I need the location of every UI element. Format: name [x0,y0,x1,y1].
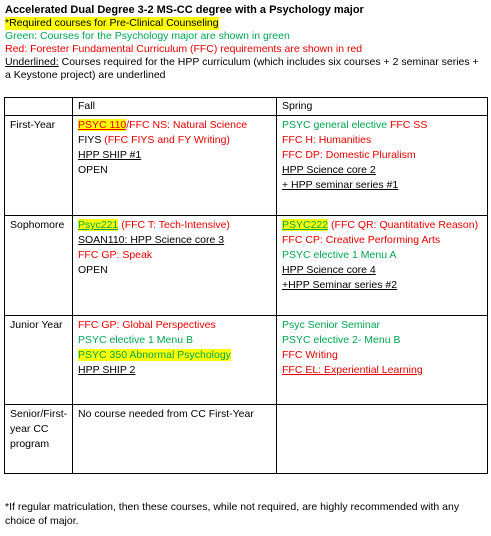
footnote: *If regular matriculation, then these courses, while not required, are highly recommended with any choice of major. [5,501,460,527]
year-label: First-Year [5,116,73,216]
spring-courses [277,316,488,405]
table-row [5,405,488,474]
course-text: PSYC 350 Abnormal Psychology [78,349,231,361]
course-text: Psyc Senior Seminar [282,319,381,331]
course-line [282,333,482,348]
green-legend: Green: Courses for the Psychology major are shown in green [5,30,290,42]
course-line [78,248,271,263]
course-line [282,348,482,363]
course-text: SOAN110: HPP Science core 3 [78,234,225,246]
course-text: (FFC QR: Quantitative Reason) [328,219,479,231]
fall-header: Fall [73,98,277,116]
underline-legend [5,56,485,82]
spring-courses [277,116,488,216]
course-line [282,118,482,133]
underline-legend-text: Courses required for the HPP curriculum (which includes six courses + 2 seminar series + a Keystone project) are underlined [5,56,479,81]
spring-courses [277,405,488,474]
course-line [282,248,482,263]
course-line [282,263,482,278]
course-line [282,233,482,248]
course-line [78,218,271,233]
table-row [5,216,488,316]
course-text: PSYC222 [282,219,329,231]
fall-courses [73,116,277,216]
table-row [5,116,488,216]
course-text: HPP SHIP 2 [78,364,136,376]
course-text: OPEN [78,164,108,176]
course-line [78,363,271,378]
course-line [282,178,482,193]
course-text: PSYC 110 [78,119,127,131]
course-plan-table [4,97,488,474]
course-line [78,348,271,363]
document-title: Accelerated Dual Degree 3-2 MS-CC degree with a Psychology major [5,4,364,16]
course-line [282,148,482,163]
course-line [78,263,271,278]
course-text: FFC GP: Speak [78,249,153,261]
course-line [78,118,271,133]
course-text: FFC EL: Experiential Learning [282,364,423,376]
fall-courses [73,216,277,316]
course-text: (FFC T: Tech-Intensive) [118,219,230,231]
course-text: Psyc221 [78,219,119,231]
fall-courses [73,405,277,474]
course-text: FFC Writing [282,349,338,361]
course-line [78,133,271,148]
red-legend: Red: Forester Fundamental Curriculum (FFC) requirements are shown in red [5,43,363,55]
course-line [78,148,271,163]
course-text: FFC H: Humanities [282,134,372,146]
course-text: + HPP seminar series #1 [282,179,399,191]
table-header-row [5,98,488,116]
course-line [78,407,271,422]
course-text: PSYC elective 1 Menu B [78,334,193,346]
course-line [282,278,482,293]
course-line [282,163,482,178]
year-label: Sophomore [5,216,73,316]
course-text: HPP SHIP #1 [78,149,142,161]
course-text: FFC GP: Global Perspectives [78,319,216,331]
course-line [282,218,482,233]
required-note: *Required courses for Pre-Clinical Counseling [5,17,219,29]
course-text: HPP Science core 2 [282,164,376,176]
course-text: FFC CP: Creative Performing Arts [282,234,441,246]
course-text: OPEN [78,264,108,276]
spring-header: Spring [277,98,488,116]
course-text: +HPP Seminar series #2 [282,279,398,291]
course-text: No course needed from CC First-Year [78,408,254,420]
course-text: (FFC FIYS and FY Writing) [104,134,230,146]
table-row [5,316,488,405]
course-line [282,133,482,148]
course-line [78,333,271,348]
course-text: PSYC general elective [282,119,390,131]
spring-courses [277,216,488,316]
course-line [78,318,271,333]
course-text: HPP Science core 4 [282,264,376,276]
year-label: Senior/First-year CC program [5,405,73,474]
course-text: /FFC NS: Natural Science [126,119,248,131]
course-text: FIYS [78,134,105,146]
course-line [282,318,482,333]
year-label: Junior Year [5,316,73,405]
course-line [282,363,482,378]
course-line [78,233,271,248]
course-text: PSYC elective 1 Menu A [282,249,397,261]
course-line [78,163,271,178]
year-header-cell [5,98,73,116]
underline-legend-label: Underlined: [5,56,59,68]
course-text: FFC SS [389,119,428,131]
fall-courses [73,316,277,405]
course-text: PSYC elective 2- Menu B [282,334,401,346]
document-header [5,4,485,82]
course-text: FFC DP: Domestic Pluralism [282,149,416,161]
